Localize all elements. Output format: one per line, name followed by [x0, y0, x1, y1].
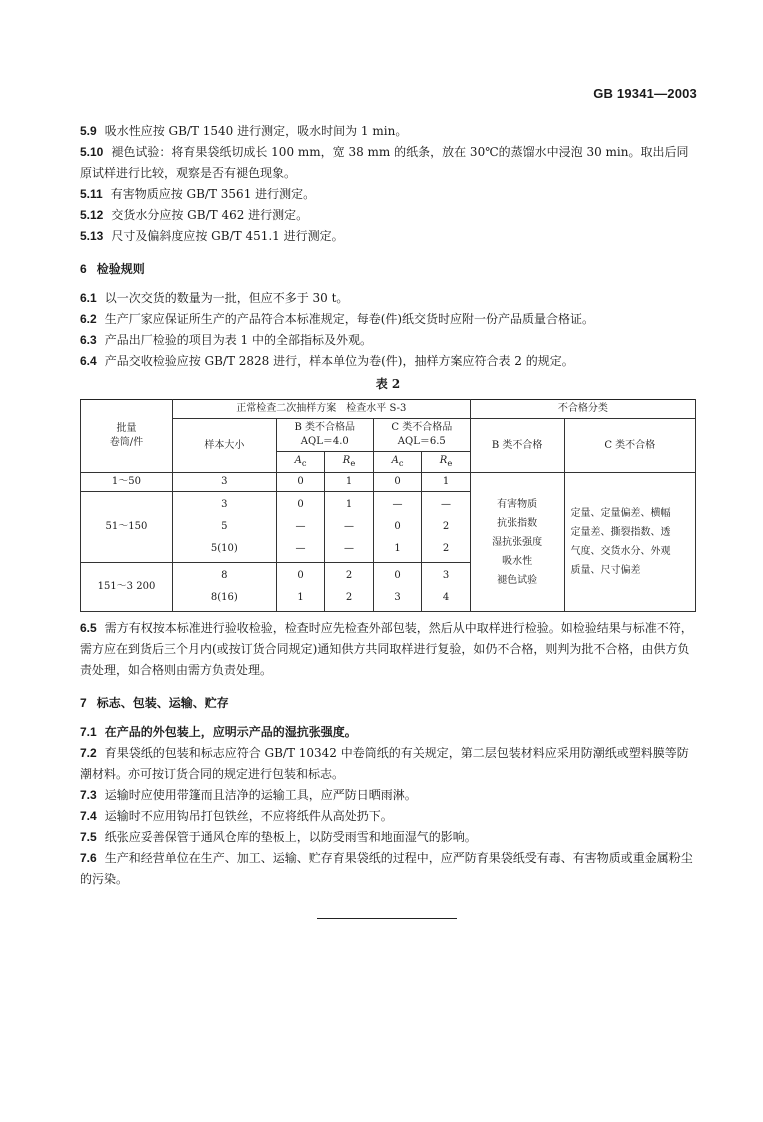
batch-cell: 51～150 — [81, 492, 173, 563]
c-defect-header: C 类不合格 — [564, 419, 695, 473]
plan-header: 正常检查二次抽样方案 检查水平 S-3 — [172, 400, 470, 419]
clause-text: 生产厂家应保证所生产的产品符合本标准规定，每卷(件)纸交货时应附一份产品质量合格证。 — [104, 312, 595, 326]
b-re-value: — — [344, 521, 355, 532]
clause-text: 纸张应妥善保管于通风仓库的垫板上，以防受雨雪和地面湿气的影响。 — [104, 830, 477, 844]
clause-text: 需方有权按本标准进行验收检验，检查时应先检查外部包装，然后从中取样进行检验。如检验结果与标准不符，需方应在到货后三个月内(或按订货合同规定)通知供方共同取样进行复验，如仍不合格，则判为批不合格，由供方负责处理，如合格则由需方负责处理。 — [80, 621, 693, 677]
ac-subscript: c — [301, 458, 307, 468]
c-ac-header — [373, 452, 422, 473]
clause-number: 5.11 — [80, 187, 103, 201]
clause-number: 5.10 — [80, 145, 104, 159]
b-re-value: 2 — [345, 570, 353, 581]
b-items-label: B 类不合格品 — [294, 422, 356, 433]
clause-5-13 — [80, 226, 696, 247]
c-re-value: 2 — [442, 543, 450, 554]
c-items-label: C 类不合格品 — [391, 422, 453, 433]
clause-number: 7.2 — [80, 746, 97, 760]
b-ac-value: 1 — [297, 592, 304, 603]
clause-text: 运输时应使用带篷而且洁净的运输工具，应严防日晒雨淋。 — [104, 788, 417, 802]
clause-7-2 — [80, 743, 696, 785]
document-body — [80, 121, 696, 890]
clause-text: 有害物质应按 GB/T 3561 进行测定。 — [110, 187, 316, 201]
b-defect-item: 吸水性 — [502, 555, 533, 567]
clause-text: 交货水分应按 GB/T 462 进行测定。 — [111, 208, 309, 222]
b-ac-value: 0 — [297, 570, 304, 581]
section-number: 7 — [80, 696, 87, 710]
clause-number: 5.9 — [80, 124, 97, 138]
c-aql-label: AQL＝6.5 — [397, 436, 446, 447]
sample-value: 3 — [221, 499, 228, 510]
c-re-value: 3 — [442, 570, 450, 581]
section-7-heading — [80, 693, 696, 714]
c-defect-item: 定量差、撕裂指数、透 — [570, 527, 671, 538]
b-items-header — [276, 419, 373, 452]
b-re-cell: 1 — [325, 473, 374, 492]
b-ac-value: — — [295, 521, 306, 532]
c-ac-value: — — [392, 499, 403, 510]
b-defect-item: 褪色试验 — [497, 574, 538, 586]
clause-7-4 — [80, 806, 696, 827]
c-ac-value: 0 — [394, 570, 401, 581]
b-re-cell — [325, 492, 374, 563]
clause-number: 6.1 — [80, 291, 97, 305]
c-ac-value: 3 — [394, 592, 401, 603]
clause-number: 6.5 — [80, 621, 97, 635]
sample-value: 8 — [221, 570, 228, 581]
c-ac-cell: 0 — [373, 473, 422, 492]
clause-text: 尺寸及偏斜度应按 GB/T 451.1 进行测定。 — [111, 229, 344, 243]
c-re-cell — [422, 492, 471, 563]
c-defect-item: 定量、定量偏差、横幅 — [570, 508, 671, 519]
clause-number: 7.6 — [80, 851, 97, 865]
sampling-table — [80, 399, 696, 612]
table-row — [81, 473, 696, 492]
clause-number: 5.13 — [80, 229, 104, 243]
clause-text: 育果袋纸的包装和标志应符合 GB/T 10342 中卷筒纸的有关规定，第二层包装材料应采用防潮纸或塑料膜等防潮材料。亦可按订货合同的规定进行包装和标志。 — [80, 746, 689, 781]
c-re-value: 4 — [442, 592, 450, 603]
clause-number: 7.3 — [80, 788, 97, 802]
clause-number: 7.1 — [80, 725, 97, 739]
b-ac-cell — [276, 492, 325, 563]
clause-6-2 — [80, 309, 696, 330]
b-ac-value: — — [295, 543, 306, 554]
b-defect-list — [470, 473, 564, 612]
b-defect-item: 抗张指数 — [497, 517, 538, 529]
c-defect-list — [564, 473, 695, 612]
clause-number: 6.2 — [80, 312, 97, 326]
b-defect-header: B 类不合格 — [470, 419, 564, 473]
clause-6-3 — [80, 330, 696, 351]
c-re-cell — [422, 563, 471, 612]
clause-7-1 — [80, 722, 696, 743]
clause-text: 运输时不应用钩吊打包铁丝，不应将纸件从高处扔下。 — [104, 809, 393, 823]
c-re-header — [422, 452, 471, 473]
b-re-value: 2 — [345, 592, 353, 603]
c-ac-cell — [373, 492, 422, 563]
section-number: 6 — [80, 262, 87, 276]
c-re-value: 2 — [442, 521, 450, 532]
c-defect-item: 气度、交货水分、外观 — [570, 546, 671, 557]
sample-size-header: 样本大小 — [172, 419, 276, 473]
b-re-value: — — [344, 543, 355, 554]
re-subscript: e — [447, 458, 453, 468]
clause-5-11 — [80, 184, 696, 205]
batch-header — [81, 400, 173, 473]
clause-text: 褪色试验：将育果袋纸切成长 100 mm，宽 38 mm 的纸条，放在 30℃的蒸馏水中浸泡 30 min。取出后同原试样进行比较，观察是否有褪色现象。 — [80, 145, 689, 180]
ac-letter: A — [391, 455, 399, 466]
clause-number: 7.5 — [80, 830, 97, 844]
b-defect-item: 有害物质 — [497, 498, 538, 510]
clause-text: 产品交收检验应按 GB/T 2828 进行，样本单位为卷(件)，抽样方案应符合表 2 的规定。 — [104, 354, 574, 368]
c-ac-value: 0 — [394, 521, 401, 532]
ac-letter: A — [294, 455, 302, 466]
clause-number: 5.12 — [80, 208, 104, 222]
clause-number: 6.4 — [80, 354, 97, 368]
sample-value: 5 — [221, 521, 228, 532]
batch-cell: 151～3 200 — [81, 563, 173, 612]
b-aql-label: AQL＝4.0 — [300, 436, 349, 447]
clause-7-5 — [80, 827, 696, 848]
clause-text: 在产品的外包装上，应明示产品的湿抗张强度。 — [104, 725, 357, 739]
re-subscript: e — [350, 458, 356, 468]
clause-6-1 — [80, 288, 696, 309]
sample-cell: 3 — [172, 473, 276, 492]
clause-text: 产品出厂检验的项目为表 1 中的全部指标及外观。 — [104, 333, 372, 347]
clause-6-5 — [80, 618, 696, 681]
c-ac-cell — [373, 563, 422, 612]
sample-cell — [172, 492, 276, 563]
sample-value: 8(16) — [210, 592, 238, 603]
standard-code: GB 19341—2003 — [593, 86, 697, 101]
end-rule — [317, 918, 457, 919]
clause-text: 生产和经营单位在生产、加工、运输、贮存育果袋纸的过程中，应严防育果袋纸受有毒、有害物质或重金属粉尘的污染。 — [80, 851, 693, 886]
sample-cell — [172, 563, 276, 612]
b-defect-item: 湿抗张强度 — [492, 536, 543, 548]
c-re-cell: 1 — [422, 473, 471, 492]
c-ac-value: 1 — [394, 543, 401, 554]
b-re-cell — [325, 563, 374, 612]
sample-value: 5(10) — [210, 543, 238, 554]
defect-class-header: 不合格分类 — [470, 400, 695, 419]
b-ac-value: 0 — [297, 499, 304, 510]
c-items-header — [373, 419, 470, 452]
clause-text: 吸水性应按 GB/T 1540 进行测定，吸水时间为 1 min。 — [104, 124, 408, 138]
re-letter: R — [439, 455, 448, 466]
section-6-heading — [80, 259, 696, 280]
clause-5-9 — [80, 121, 696, 142]
clause-7-6 — [80, 848, 696, 890]
b-re-header — [325, 452, 374, 473]
b-ac-cell — [276, 563, 325, 612]
clause-6-4 — [80, 351, 696, 372]
batch-header-unit: 卷筒/件 — [109, 437, 144, 448]
b-ac-cell: 0 — [276, 473, 325, 492]
c-defect-item: 质量、尺寸偏差 — [570, 565, 641, 576]
section-title: 标志、包装、运输、贮存 — [96, 696, 229, 710]
clause-5-12 — [80, 205, 696, 226]
clause-number: 6.3 — [80, 333, 97, 347]
batch-header-label: 批量 — [116, 423, 137, 434]
clause-text: 以一次交货的数量为一批，但应不多于 30 t。 — [104, 291, 349, 305]
clause-5-10 — [80, 142, 696, 184]
clause-7-3 — [80, 785, 696, 806]
section-title: 检验规则 — [96, 262, 145, 276]
c-re-value: — — [441, 499, 452, 510]
re-letter: R — [342, 455, 351, 466]
batch-cell: 1～50 — [81, 473, 173, 492]
b-ac-header — [276, 452, 325, 473]
b-re-value: 1 — [345, 499, 353, 510]
clause-number: 7.4 — [80, 809, 97, 823]
table-caption: 表 2 — [375, 377, 401, 391]
ac-subscript: c — [398, 458, 404, 468]
